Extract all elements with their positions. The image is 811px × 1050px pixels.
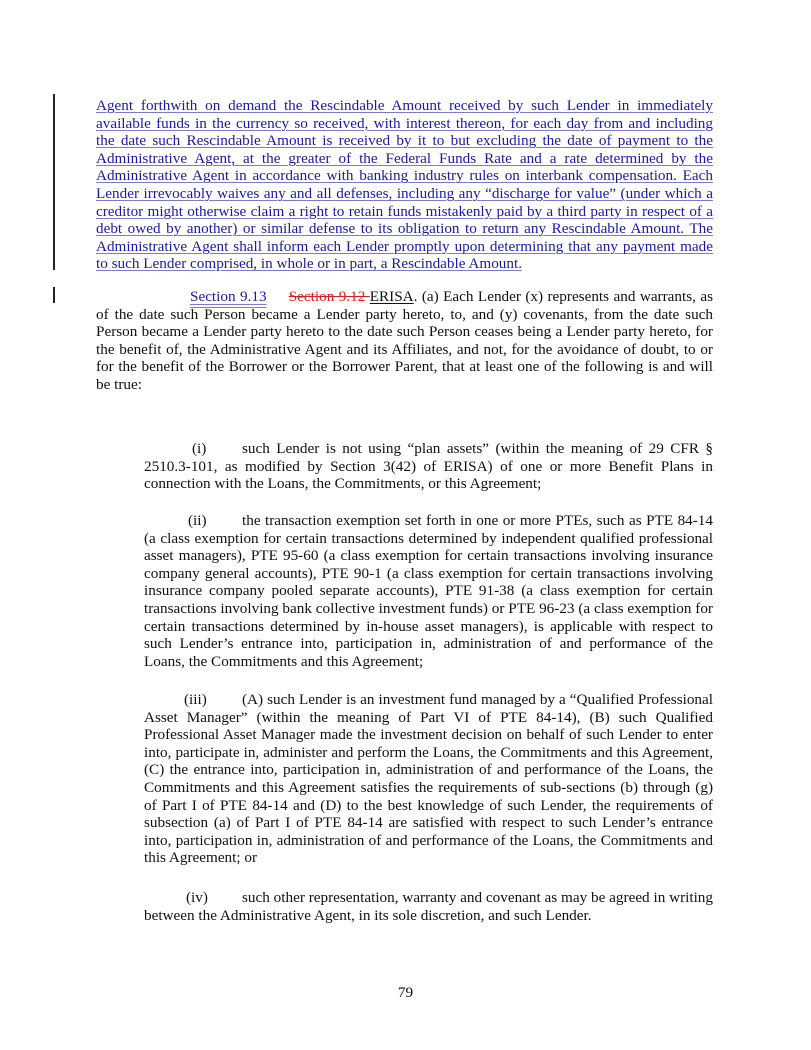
section-title: ERISA xyxy=(369,288,414,305)
clause-text: such other representation, warranty and covenant as may be agreed in writing between the Administrative Agent, in its sole discretion, and such Lender. xyxy=(144,889,713,924)
clause-iv xyxy=(144,889,713,924)
section-number-deleted: Section 9.12 xyxy=(288,288,370,305)
clause-label: (iv) xyxy=(186,889,208,906)
section-title-suffix: . xyxy=(413,288,418,305)
clause-ii xyxy=(144,512,713,670)
clause-i xyxy=(144,440,713,493)
section-9-13-paragraph xyxy=(96,288,713,394)
clause-text: such Lender is not using “plan assets” (within the meaning of 29 CFR § 2510.3-101, as modified by Section 3(42) of ERISA) of one or more Benefit Plans in connection with the Loans, the Commitments, or this Agreement; xyxy=(144,440,713,493)
change-bar-carryover xyxy=(53,94,55,270)
section-number-inserted: Section 9.13 xyxy=(190,288,267,305)
clause-label: (iii) xyxy=(184,691,207,708)
clause-label: (i) xyxy=(192,440,207,457)
clause-text: (A) such Lender is an investment fund managed by a “Qualified Professional Asset Manager” (within the meaning of Part VI of PTE 84-14), (B) such Qualified Professional Asset Manager made the investment decision on behalf of such Lender to enter into, participate in, administer and perform the Loans, the Commitments and this Agreement, (C) the entrance into, participation in, administration of and performance of the Loans, the Commitments and this Agreement satisfies the requirements of sub-sections (b) through (g) of Part I of PTE 84-14 and (D) to the best knowledge of such Lender, the requirements of subsection (a) of Part I of PTE 84-14 are satisfied with respect to such Lender’s entrance into, participation in, administration of and performance of the Loans, the Commitments and this Agreement; or xyxy=(144,691,713,867)
clause-text: the transaction exemption set forth in one or more PTEs, such as PTE 84-14 (a class exemption for certain transactions determined by independent qualified professional asset managers), PTE 95-60 (a class exemption for certain transactions involving insurance company general accounts), PTE 90-1 (a class exemption for certain transactions involving insurance company pooled separate accounts), PTE 91-38 (a class exemption for certain transactions involving bank collective investment funds) or PTE 96-23 (a class exemption for certain transactions determined by in-house asset managers), is applicable with respect to such Lender’s entrance into, participation in, administration of and performance of the Loans, the Commitments and this Agreement; xyxy=(144,512,713,670)
clause-iii xyxy=(144,691,713,867)
clause-label: (ii) xyxy=(188,512,207,529)
page-number: 79 xyxy=(397,984,414,1001)
carryover-paragraph: Agent forthwith on demand the Rescindable Amount received by such Lender in immediately available funds in the currency so received, with interest thereon, for each day from and including the date such Rescindable Amount is received by it to but excluding the date of payment to the Administrative Agent, at the greater of the Federal Funds Rate and a rate determined by the Administrative Agent in accordance with banking industry rules on interbank compensation. Each Lender irrevocably waives any and all defenses, including any “discharge for value” (under which a creditor might otherwise claim a right to retain funds mistakenly paid by a third party in respect of a debt owed by another) or similar defense to its obligation to return any Rescindable Amount. The Administrative Agent shall inform each Lender promptly upon determining that any payment made to such Lender comprised, in whole or in part, a Rescindable Amount. xyxy=(96,97,713,273)
section-intro: (a) Each Lender (x) represents and warrants, as of the date such Person became a Lender party hereto, to, and (y) covenants, from the date such Person became a Lender party hereto to the date such Person ceases being a Lender party hereto, for the benefit of, the Administrative Agent and its Affiliates, and not, for the avoidance of doubt, to or for the benefit of the Borrower or the Borrower Parent, that at least one of the following is and will be true: xyxy=(96,288,714,393)
section-spacer xyxy=(267,288,289,305)
change-bar-section-heading xyxy=(53,287,55,303)
